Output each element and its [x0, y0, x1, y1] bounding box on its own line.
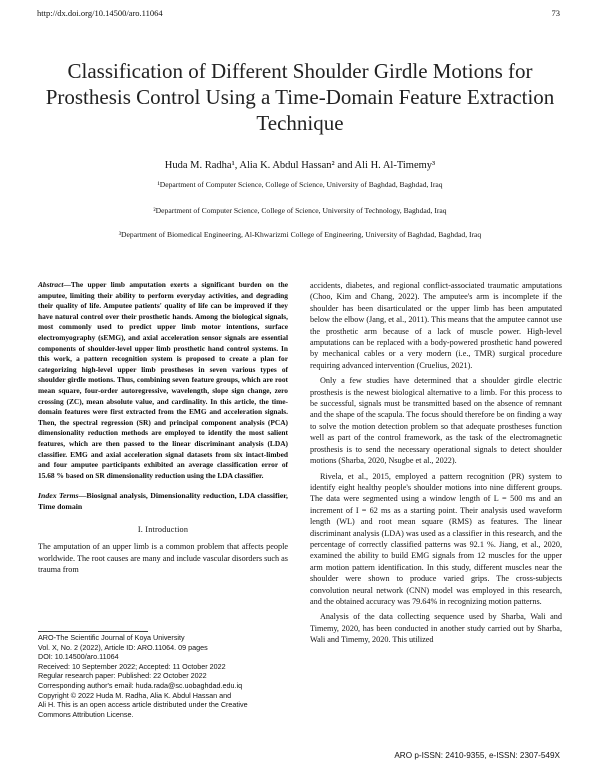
- right-column: [310, 280, 562, 650]
- footnote-divider: [38, 631, 148, 632]
- abstract-label: Abstract: [38, 280, 64, 289]
- doi-link[interactable]: http://dx.doi.org/10.14500/aro.11064: [37, 8, 163, 18]
- abstract: [38, 280, 288, 481]
- index-terms-text: —Biosignal analysis, Dimensionality reduction, LDA classifier, Time domain: [38, 491, 289, 512]
- footnote-line: Commons Attribution License.: [38, 709, 134, 719]
- abstract-text: —The upper limb amputation exerts a significant burden on the amputee, limiting their ability to perform everyday activities, and degrading their quality of life. Amputee patients' quality of life can be improved if they have natural control over their prosthetic hands. Among the biological signals, most commonly used to predict upper limb motor intentions, surface electromyography (sEMG), and axial acceleration sensor signals are essential components of shoulder-level upper limb prosthetic hand control systems. In this work, a pattern recognition system is proposed to create a plan for categorizing high-level upper limb prostheses in seven various types of shoulder girdle motions. Thus, combining seven feature groups, which are root mean square, four-order autoregressive, wavelength, slope sign change, zero crossing (ZC), mean absolute value, and cardinality. In this article, the time-domain features were first extracted from the EMG and acceleration signals. Then, the spectral regression (SR) and principal component analysis (PCA) dimensionality reduction methods are employed to identify the most salient features, which are then passed to the linear discriminant analysis (LDA) classifier. EMG and axial acceleration signal datasets from six intact-limbed and four amputee participants exhibited an average classification error of 15.68 % based on SR dimensionality reduction using the LDA classifier.: [38, 280, 288, 480]
- footnote-line[interactable]: Corresponding author's email: huda.rada@sc.uobaghdad.edu.iq: [38, 680, 243, 690]
- footnote-line: Vol. X, No. 2 (2022), Article ID: ARO.11064. 09 pages: [38, 642, 208, 652]
- footnote-line: ARO-The Scientific Journal of Koya University: [38, 633, 185, 642]
- footnote-block: [38, 633, 288, 719]
- body-paragraph: Rivela, et al., 2015, employed a pattern recognition (PR) system to identify eight healthy people's shoulder motions into nine different groups. The data were segmented using a window length of L = 500 ms and an increment of I = 62 ms as a starting point. Their analysis used waveform length (WL) and root mean square (RMS) as features. The linear discriminant analysis (LDA) was used as a classifier in this research, and the percentage of correctly classified patterns was 92.1 %. Jiang, et al., 2020, examined the ability to build EMG signals from 12 muscles for the upper arm motion pattern identification. In this study, different muscles near the shoulder were shown to produce varied grips. The cross-subjects convolution neural network (CNN) model was employed in this research, and the obtained accuracy was 79.64% in recognizing motion patterns.: [310, 471, 562, 606]
- page-number: 73: [551, 8, 560, 18]
- index-terms: [38, 490, 288, 512]
- affiliation-1: ¹Department of Computer Science, College of Science, University of Baghdad, Baghdad, Iraq: [157, 180, 443, 189]
- left-column: [38, 280, 288, 576]
- footnote-line: Copyright © 2022 Huda M. Radha, Alia K. Abdul Hassan and: [38, 690, 232, 700]
- body-paragraph: accidents, diabetes, and regional conflict-associated traumatic amputations (Choo, Kim and Chang, 2022). The amputee's arm is incomplete if the shoulder has been disarticulated or the upper limb has been amputated below the elbow (Jang, et al., 2011). This means that the amputee cannot use the prosthetic arm because of a lack of muscle power. High-level amputations can be replaced with a body-powered prosthetic hand powered by mechanical cables or a very modern (i.e., TMR) surgical procedure requiring advanced intervention (Cruelius, 2021).: [310, 281, 562, 370]
- body-paragraph: Analysis of the data collecting sequence used by Sharba, Wali and Timemy, 2020, has been conducted in another study carried out by Sharba, Wali and Timemy, 2020. This utilized: [310, 612, 562, 645]
- footnote-line: Received: 10 September 2022; Accepted: 11 October 2022: [38, 661, 226, 671]
- intro-paragraph: The amputation of an upper limb is a common problem that affects people worldwide. The root causes are many and include vascular disorders such as trauma from: [38, 542, 288, 575]
- index-terms-label: Index Terms: [38, 491, 79, 501]
- footnote-line: Ali H. This is an open access article distributed under the Creative: [38, 700, 248, 710]
- author-list: Huda M. Radha¹, Alia K. Abdul Hassan² and Ali H. Al-Timemy³: [164, 160, 436, 171]
- paper-title: Classification of Different Shoulder Girdle Motions for Prosthesis Control Using a Time-Domain Feature Extraction Technique: [45, 59, 555, 135]
- issn-footer: ARO p-ISSN: 2410-9355, e-ISSN: 2307-549X: [394, 751, 560, 760]
- footnote-line: Regular research paper: Published: 22 October 2022: [38, 671, 207, 681]
- affiliation-3: ³Department of Biomedical Engineering, Al-Khwarizmi College of Engineering, University of Baghdad, Baghdad, Iraq: [118, 230, 482, 239]
- affiliation-2: ²Department of Computer Science, College of Science, University of Technology, Baghdad, Iraq: [153, 206, 447, 215]
- body-paragraph: Only a few studies have determined that a shoulder girdle electric prosthesis is the newest biological alternative to a limb. For this process to be successful, signals must be transmitted based on the absence of remnant and the shape of the scapula. The focus should therefore be on finding a way to solve the motion detection problem so that adequate prostheses function well as part of the control framework, as the task of the electromagnetic prosthesis is to send the necessary operational signals to detect shoulder motions (Sharba, 2020, Nsugbe et al., 2022).: [310, 376, 562, 466]
- footnote-line[interactable]: DOI: 10.14500/aro.11064: [38, 652, 119, 662]
- section-heading: I. Introduction: [137, 525, 189, 535]
